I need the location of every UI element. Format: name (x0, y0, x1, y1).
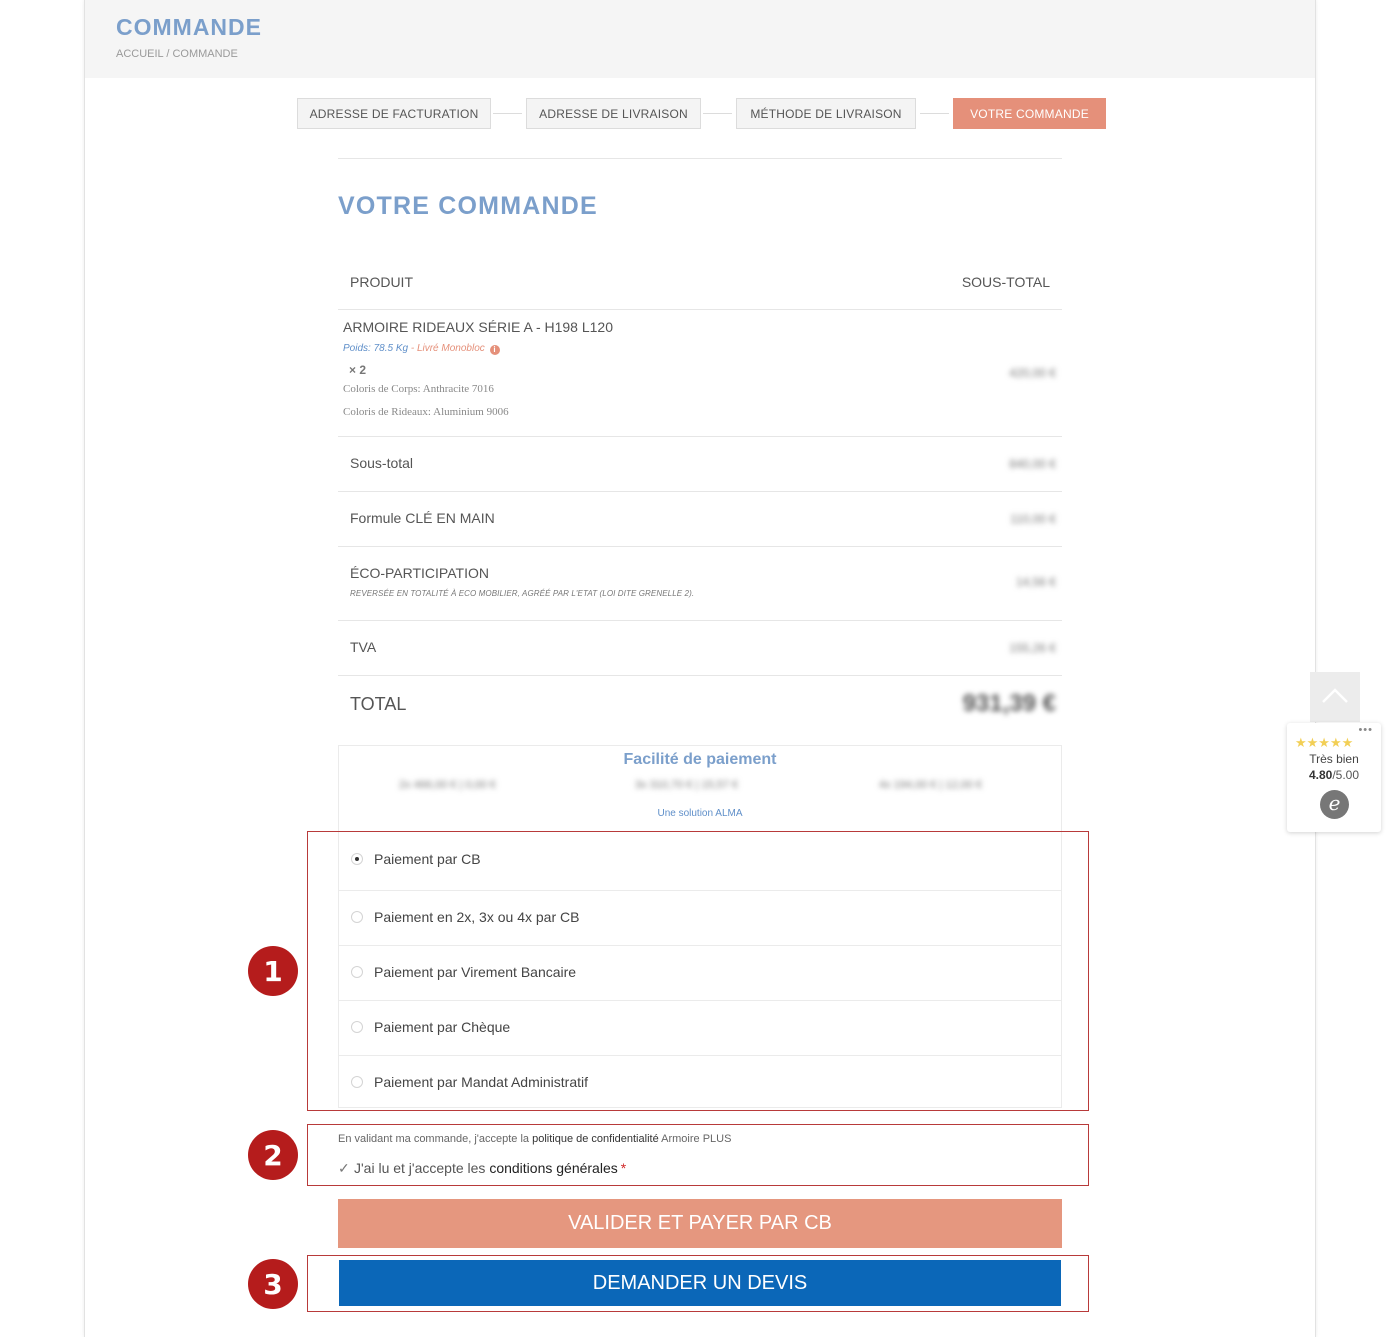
column-subtotal: SOUS-TOTAL (961, 274, 1050, 290)
alma-solution-label: Une solution ALMA (657, 808, 743, 819)
step-delivery-address[interactable]: ADRESSE DE LIVRAISON (526, 98, 701, 129)
total-row (338, 676, 1062, 736)
highlight-box-payment-methods (307, 831, 1089, 1111)
divider (338, 158, 1062, 159)
payment-facility-box (338, 745, 1062, 831)
product-meta (343, 343, 500, 355)
rating-score-max: /5.00 (1332, 768, 1360, 782)
payment-method-label[interactable]: Paiement par Chèque (374, 1019, 511, 1035)
column-product: PRODUIT (350, 274, 413, 290)
page-title: COMMANDE (116, 14, 262, 40)
tva-value: 155,26 € (1009, 641, 1056, 655)
rating-label: Très bien (1309, 752, 1359, 766)
validate-pay-cb-button[interactable]: VALIDER ET PAYER PAR CB (338, 1199, 1062, 1248)
total-value: 931,39 € (962, 690, 1056, 717)
annotation-badge-3: 3 (248, 1259, 298, 1309)
product-curtain-color: Coloris de Rideaux: Aluminium 9006 (343, 406, 509, 418)
product-delivery-mode: Livré Monobloc (416, 343, 485, 354)
highlight-box-terms (307, 1124, 1089, 1186)
checkout-steps (297, 98, 1107, 129)
eco-participation-row (338, 547, 1062, 621)
formula-label: Formule CLÉ EN MAIN (350, 510, 495, 526)
total-label: TOTAL (350, 694, 407, 714)
info-icon[interactable]: i (490, 345, 500, 355)
payment-method-label[interactable]: Paiement par CB (374, 851, 481, 867)
subtotal-row (338, 437, 1062, 492)
trusted-shops-logo-icon: e (1320, 790, 1349, 819)
checkbox-check-icon[interactable]: ✓ (338, 1160, 350, 1176)
step-connector (920, 113, 949, 114)
required-asterisk: * (620, 1160, 627, 1176)
request-quote-button[interactable]: DEMANDER UN DEVIS (339, 1260, 1061, 1306)
annotation-badge-2: 2 (248, 1130, 298, 1180)
more-options-icon[interactable]: ••• (1358, 724, 1373, 736)
payment-facility-title: Facilité de paiement (623, 751, 777, 768)
privacy-notice-suffix: Armoire PLUS (658, 1133, 732, 1145)
eco-participation-note: REVERSÉE EN TOTALITÉ À ECO MOBILIER, AGRÉÉ PAR L'ETAT (LOI DITE GRENELLE 2). (350, 589, 695, 598)
terms-prefix: J'ai lu et j'accepte les (354, 1160, 490, 1176)
payment-method-label[interactable]: Paiement par Virement Bancaire (374, 964, 577, 980)
step-billing-address[interactable]: ADRESSE DE FACTURATION (297, 98, 491, 129)
product-body-color: Coloris de Corps: Anthracite 7016 (343, 383, 494, 395)
page-header (85, 0, 1315, 78)
installment-option-4x: 4x 194,00 € | 12,00 € (879, 779, 983, 791)
order-table-header (338, 266, 1062, 310)
formula-value: 110,00 € (1010, 512, 1056, 526)
eco-participation-label: ÉCO-PARTICIPATION (350, 565, 489, 581)
order-title: VOTRE COMMANDE (338, 192, 598, 220)
rating-stars-icon: ★★★★★ (1295, 735, 1354, 750)
tva-row (338, 621, 1062, 676)
subtotal-value: 840,00 € (1009, 457, 1056, 471)
rating-score (1287, 768, 1381, 782)
formula-row (338, 492, 1062, 547)
trust-rating-widget[interactable] (1287, 723, 1381, 832)
annotation-badge-1: 1 (248, 946, 298, 996)
chevron-up-icon (1322, 686, 1348, 704)
eco-participation-value: 14,56 € (1015, 575, 1056, 589)
step-delivery-method[interactable]: MÉTHODE DE LIVRAISON (736, 98, 916, 129)
breadcrumb[interactable]: ACCUEIL / COMMANDE (116, 48, 238, 60)
product-quantity: × 2 (349, 363, 367, 377)
terms-link[interactable]: conditions générales (489, 1160, 618, 1176)
installment-option-3x: 3x 310,70 € | 15,57 € (635, 779, 739, 791)
step-your-order[interactable]: VOTRE COMMANDE (953, 98, 1106, 129)
rating-score-value: 4.80 (1308, 768, 1333, 782)
privacy-policy-link[interactable]: politique de confidentialité (532, 1133, 659, 1145)
step-connector (703, 113, 732, 114)
installment-option-2x: 2x 466,00 € | 0,00 € (399, 779, 497, 791)
step-connector (493, 113, 522, 114)
subtotal-label: Sous-total (350, 455, 414, 471)
product-row (338, 310, 1062, 437)
payment-method-label[interactable]: Paiement en 2x, 3x ou 4x par CB (374, 909, 580, 925)
privacy-notice-prefix: En validant ma commande, j'accepte la (338, 1133, 533, 1145)
product-name[interactable]: ARMOIRE RIDEAUX SÉRIE A - H198 L120 (343, 319, 613, 335)
highlight-box-quote-button (307, 1255, 1089, 1312)
tva-label: TVA (350, 639, 377, 655)
payment-method-label[interactable]: Paiement par Mandat Administratif (374, 1074, 588, 1090)
product-weight: Poids: 78.5 Kg (343, 343, 409, 354)
meta-separator: - (408, 343, 417, 354)
product-price: 420,00 € (1009, 366, 1056, 380)
scroll-to-top-button[interactable] (1310, 672, 1360, 722)
